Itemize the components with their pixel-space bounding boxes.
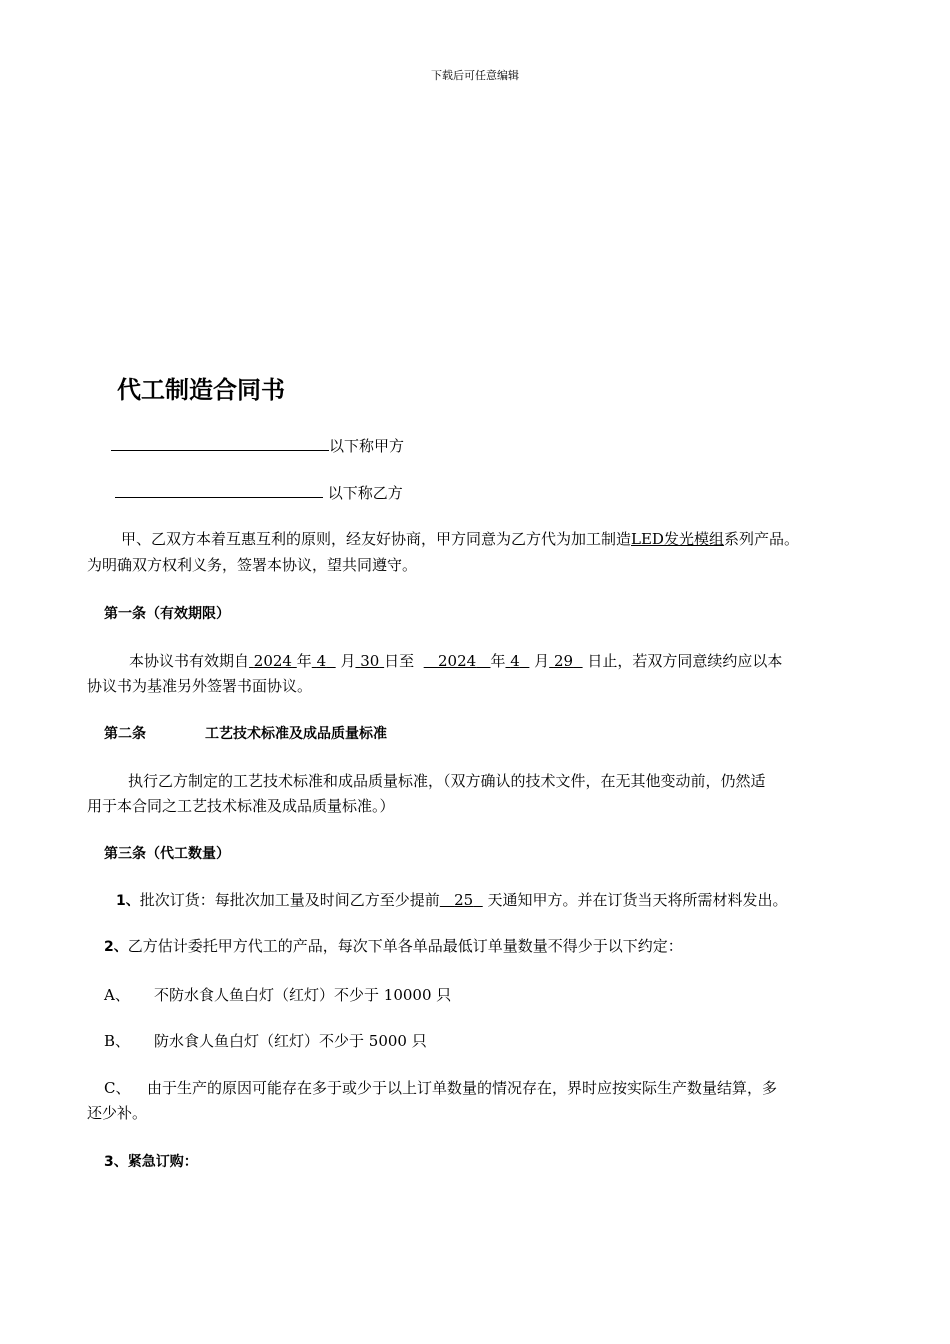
item-1-text: 批次订货：每批次加工量及时间乙方至少提前	[139, 891, 440, 909]
item-c-line-2: 还少补。	[87, 1104, 148, 1122]
intro-product: LED发光模组	[631, 530, 724, 548]
term-text: 月	[340, 652, 356, 670]
item-a-text: 不防水食人鱼白灯（红灯）不少于 10000 只	[154, 986, 452, 1004]
notice-days: 25	[454, 891, 474, 909]
party-b-suffix: 以下称乙方	[327, 484, 403, 502]
item-3	[104, 1151, 198, 1171]
end-month: 4	[510, 652, 520, 670]
item-b-label: B、	[104, 1032, 131, 1050]
party-b-blank	[115, 482, 323, 498]
article-1-line-1	[129, 650, 782, 672]
end-day: 29	[553, 652, 574, 670]
intro-text-end: 系列产品。	[723, 530, 799, 548]
party-a-line	[111, 435, 404, 457]
term-text: 本协议书有效期自	[129, 652, 250, 670]
intro-text: 甲、乙双方本着互惠互利的原则，经友好协商，甲方同意为乙方代为加工制造	[121, 530, 632, 548]
item-a-label: A、	[104, 986, 130, 1004]
article-2-line-1: 执行乙方制定的工艺技术标准和成品质量标准，（双方确认的技术文件，在无其他变动前，仍然适	[128, 772, 766, 790]
article-2-label: 第二条	[104, 726, 146, 742]
item-2-text: 乙方估计委托甲方代工的产品，每次下单各单品最低订单量数量不得少于以下约定：	[127, 937, 683, 955]
article-2-line-2: 用于本合同之工艺技术标准及成品质量标准。）	[87, 797, 395, 815]
term-text: 日止，若双方同意续约应以本	[587, 652, 783, 670]
item-1-text-end: 天通知甲方。并在订货当天将所需材料发出。	[487, 891, 788, 909]
item-3-text: 紧急订购：	[127, 1154, 198, 1170]
article-1-title: 第一条（有效期限）	[104, 606, 230, 622]
page-header: 下载后可任意编辑	[431, 69, 519, 82]
item-c-line-1: 由于生产的原因可能存在多于或少于以上订单数量的情况存在，界时应按实际生产数量结算，多	[147, 1079, 778, 1097]
start-day: 30	[360, 652, 380, 670]
item-b-text: 防水食人鱼白灯（红灯）不少于 5000 只	[154, 1032, 427, 1050]
item-3-number: 3、	[104, 1154, 128, 1170]
term-text: 日至	[384, 652, 415, 670]
intro-line-1	[121, 528, 799, 550]
start-year: 2024	[253, 652, 292, 670]
document-title: 代工制造合同书	[117, 376, 285, 404]
term-text: 月	[534, 652, 550, 670]
article-2-title: 工艺技术标准及成品质量标准	[205, 726, 387, 742]
intro-line-2: 为明确双方权利义务，签署本协议，望共同遵守。	[87, 556, 418, 574]
item-1	[116, 889, 788, 912]
item-2-number: 2、	[104, 939, 128, 955]
item-1-number: 1、	[116, 893, 140, 909]
end-year: 2024	[437, 652, 477, 670]
start-month: 4	[316, 652, 327, 670]
article-3-title: 第三条（代工数量）	[104, 846, 230, 862]
article-1-line-2: 协议书为基准另外签署书面协议。	[87, 677, 313, 695]
term-text: 年	[490, 652, 506, 670]
item-c-label: C、	[104, 1079, 131, 1097]
item-2	[104, 935, 683, 958]
party-a-blank	[111, 435, 329, 451]
party-b-line	[115, 482, 403, 504]
term-text: 年	[296, 652, 312, 670]
party-a-suffix: 以下称甲方	[329, 437, 405, 455]
